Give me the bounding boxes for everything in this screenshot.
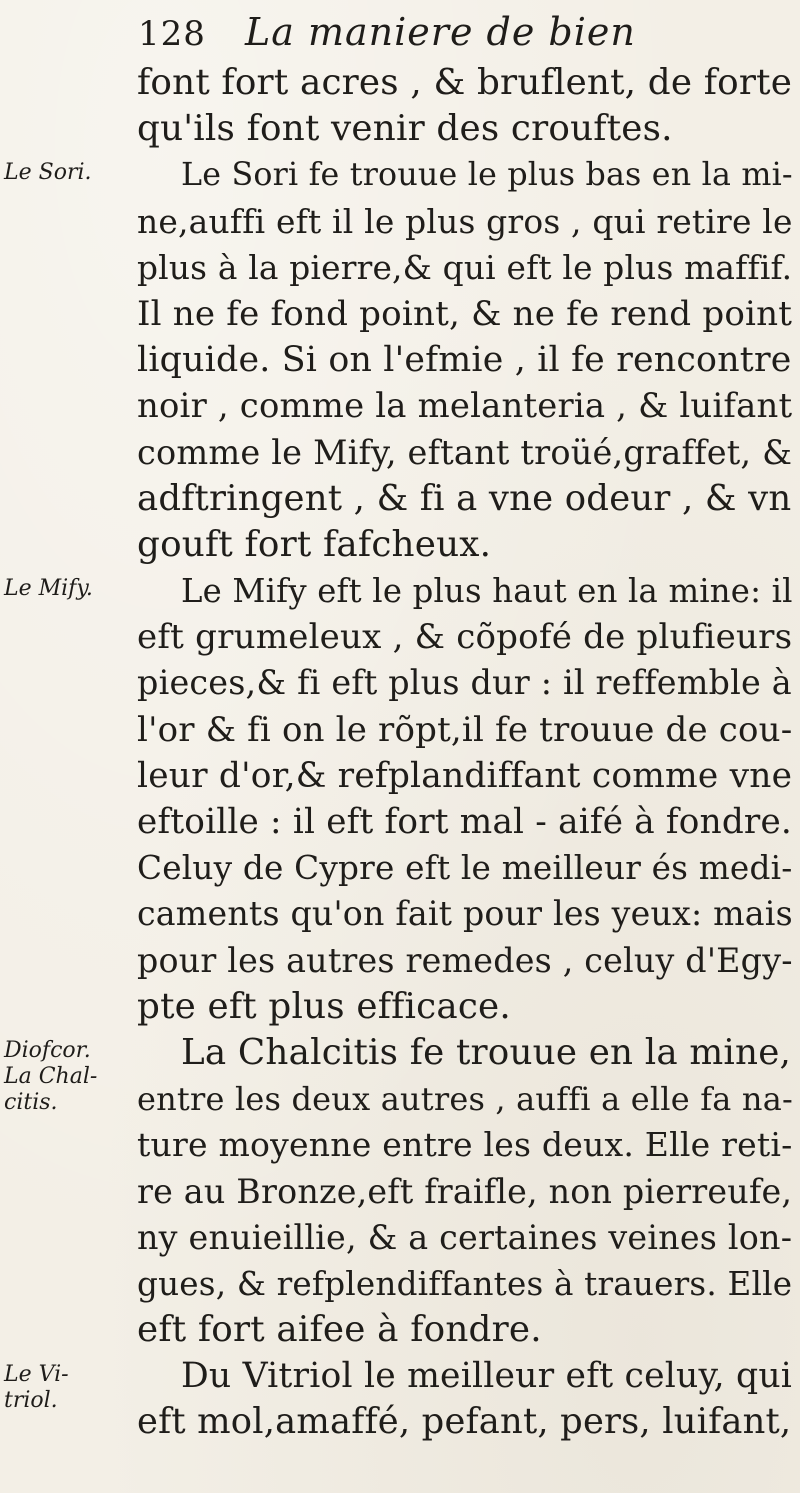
- running-title: La maniere de bien: [245, 10, 636, 54]
- margin-note-line: Le Vi-: [4, 1361, 69, 1387]
- body-text: [137, 60, 797, 1446]
- text-line: eftoille : il eft fort mal - aifé à fondre.: [137, 802, 793, 842]
- text-line: Le Sori fe trouue le plus bas en la mi-: [181, 157, 793, 194]
- text-line: pour les autres remedes , celuy d'Egy-: [137, 940, 793, 980]
- margin-note-line: triol.: [4, 1387, 58, 1413]
- text-line: adftringent , & fi a vne odeur , & vn: [137, 477, 792, 519]
- text-line: re au Bronze,eft fraifle, non pierreufe,: [137, 1171, 793, 1211]
- text-line: noir , comme la melanteria , & luifant: [137, 386, 793, 426]
- margin-note: [4, 160, 91, 186]
- text-line: caments qu'on fait pour les yeux: mais: [137, 894, 793, 934]
- text-line: Celuy de Cypre eft le meilleur és medi-: [137, 849, 793, 888]
- text-line: eft mol,amaffé, pefant, pers, luifant,: [137, 1401, 792, 1443]
- text-line: font fort acres , & bruflent, de forte: [137, 62, 793, 103]
- margin-note: [4, 1362, 69, 1414]
- text-line: plus à la pierre,& qui eft le plus maffif.: [137, 248, 793, 287]
- text-line: Le Mify eft le plus haut en la mine: il: [181, 572, 793, 611]
- text-line: liquide. Si on l'efmie , il fe rencontre: [137, 340, 792, 381]
- margin-note-line: Diofcor.: [4, 1038, 91, 1064]
- text-line: ny enuieillie, & a certaines veines lon-: [137, 1217, 793, 1257]
- margin-note: [4, 1038, 97, 1116]
- text-line: l'or & fi on le rõpt,il fe trouue de cou-: [137, 709, 793, 750]
- text-line: qu'ils font venir des crouftes.: [137, 108, 673, 150]
- page-number: 128: [138, 14, 206, 54]
- margin-note-line: citis.: [4, 1090, 58, 1116]
- margin-note-line: Le Mify.: [4, 576, 93, 602]
- text-line: pieces,& fi eft plus dur : il reffemble à: [137, 663, 792, 703]
- text-line: ture moyenne entre les deux. Elle reti-: [137, 1125, 793, 1165]
- margin-note-line: Le Sori.: [4, 160, 92, 186]
- margin-note-line: La Chal-: [4, 1064, 98, 1090]
- text-line: eft fort aifee à fondre.: [137, 1309, 542, 1351]
- text-line: Il ne fe fond point, & ne fe rend point: [137, 293, 793, 334]
- text-line: La Chalcitis fe trouue en la mine,: [181, 1031, 792, 1073]
- text-line: pte eft plus efficace.: [137, 985, 511, 1027]
- text-line: Du Vitriol le meilleur eft celuy, qui: [181, 1356, 793, 1397]
- text-line: comme le Mify, eftant troüé,graffet, &: [137, 432, 793, 472]
- text-line: entre les deux autres , auffi a elle fa na-: [137, 1080, 793, 1119]
- text-line: gues, & refplendiffantes à trauers. Elle: [137, 1264, 793, 1303]
- margin-note: [4, 576, 93, 602]
- text-line: eft grumeleux , & cõpofé de plufieurs: [137, 617, 793, 658]
- text-line: leur d'or,& refplandiffant comme vne: [137, 755, 793, 796]
- text-line: gouft fort fafcheux.: [137, 523, 492, 565]
- text-line: ne,auffi eft il le plus gros , qui retire le: [137, 201, 793, 241]
- page-header: [130, 10, 790, 62]
